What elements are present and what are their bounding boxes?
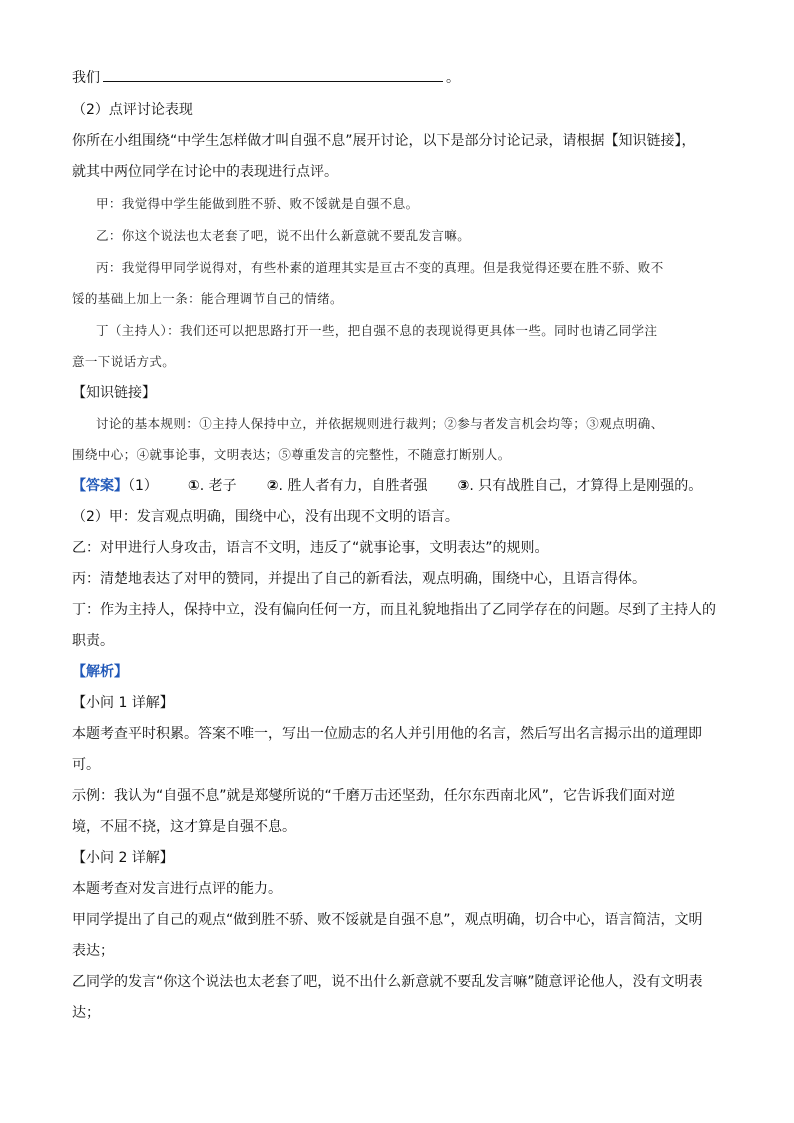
answer-ding-line-2: 职责。 — [72, 633, 114, 649]
fill-suffix: 。 — [446, 70, 460, 86]
analysis-sub1-title: 【小问 1 详解】 — [72, 695, 174, 711]
answer-item-2-text: . 胜人者有力，自胜者强 — [278, 478, 428, 494]
discussion-ding-line-2: 意一下说话方式。 — [72, 354, 176, 369]
answer-item-1-text: . 老子 — [199, 478, 237, 494]
analysis-sub1-line-2: 可。 — [72, 757, 100, 773]
answer-part1-prefix: （1） — [128, 478, 158, 494]
discussion-bing-line-2: 馁的基础上加上一条：能合理调节自己的情绪。 — [72, 291, 343, 306]
analysis-sub2-line-4: 乙同学的发言“你这个说法也太老套了吧，说不出什么新意就不要乱发言嘛”随意评论他人，没有文明表 — [72, 974, 703, 990]
answer-yi: 乙：对甲进行人身攻击，语言不文明，违反了“就事论事，文明表达”的规则。 — [72, 540, 549, 556]
discussion-yi: 乙：你这个说法也太老套了吧，说不出什么新意就不要乱发言嘛。 — [96, 228, 471, 243]
answer-label: 【答案】 — [72, 478, 128, 494]
answer-item-1-num: ① — [187, 478, 200, 494]
discussion-bing-line-1: 丙：我觉得甲同学说得对，有些朴素的道理其实是亘古不变的真理。但是我觉得还要在胜不骄、败不 — [96, 260, 664, 275]
q2-intro-line-1: 你所在小组围绕“中学生怎样做才叫自强不息”展开讨论，以下是部分讨论记录，请根据【知识链接】， — [72, 133, 696, 149]
answer-blank — [103, 67, 443, 82]
answer-part-1 — [72, 476, 702, 496]
knowledge-title: 【知识链接】 — [72, 385, 156, 401]
analysis-sub2-line-1: 本题考查对发言进行点评的能力。 — [72, 881, 282, 897]
analysis-sub2-title: 【小问 2 详解】 — [72, 850, 174, 866]
answer-item-2-num: ② — [266, 478, 279, 494]
answer-item-3-num: ③ — [457, 478, 470, 494]
answer-jia: （2）甲：发言观点明确，围绕中心，没有出现不文明的语言。 — [72, 509, 459, 525]
answer-item-3-text: . 只有战胜自己，才算得上是刚强的。 — [469, 478, 703, 494]
analysis-sub1-line-3: 示例：我认为“自强不息”就是郑燮所说的“千磨万击还坚劲，任尔东西南北风”，它告诉我们面对逆 — [72, 788, 676, 804]
knowledge-line-2: 围绕中心；④就事论事，文明表达；⑤尊重发言的完整性，不随意打断别人。 — [72, 447, 511, 462]
fill-in-line — [72, 67, 460, 88]
analysis-sub2-line-3: 表达； — [72, 943, 114, 959]
discussion-jia: 甲：我觉得中学生能做到胜不骄、败不馁就是自强不息。 — [96, 196, 419, 211]
discussion-ding-line-1: 丁（主持人）：我们还可以把思路打开一些，把自强不息的表现说得更具体一些。同时也请乙同学注 — [96, 323, 658, 338]
analysis-sub2-line-2: 甲同学提出了自己的观点“做到胜不骄、败不馁就是自强不息”，观点明确，切合中心，语言简洁，文明 — [72, 912, 703, 928]
q2-intro-line-2: 就其中两位同学在讨论中的表现进行点评。 — [72, 164, 338, 180]
fill-prefix: 我们 — [72, 70, 100, 86]
knowledge-line-1: 讨论的基本规则：①主持人保持中立，并依据规则进行裁判；②参与者发言机会均等；③观点明确、 — [96, 416, 664, 431]
q2-title: （2）点评讨论表现 — [72, 102, 193, 118]
answer-bing: 丙：清楚地表达了对甲的赞同，并提出了自己的新看法，观点明确，围绕中心，且语言得体。 — [72, 571, 646, 587]
answer-ding-line-1: 丁：作为主持人，保持中立，没有偏向任何一方，而且礼貌地指出了乙同学存在的问题。尽到了主持人的 — [72, 602, 716, 618]
analysis-label: 【解析】 — [72, 664, 128, 680]
analysis-sub2-line-5: 达； — [72, 1005, 100, 1021]
analysis-sub1-line-4: 境，不屈不挠，这才算是自强不息。 — [72, 819, 296, 835]
analysis-sub1-line-1: 本题考查平时积累。答案不唯一，写出一位励志的名人并引用他的名言，然后写出名言揭示出的道理即 — [72, 726, 702, 742]
